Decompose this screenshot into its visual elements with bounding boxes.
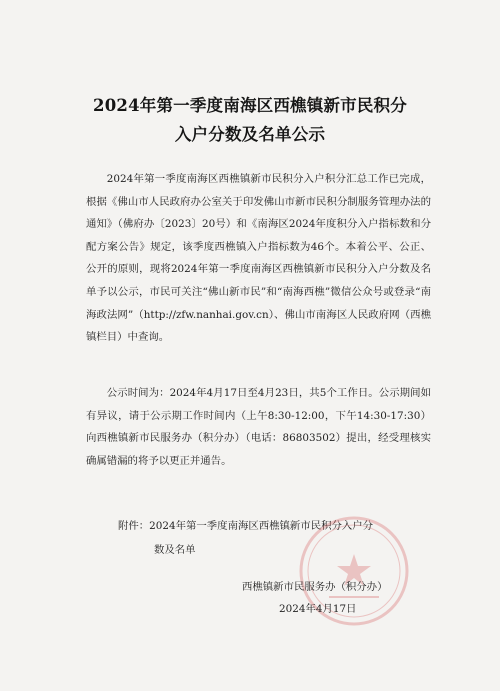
attachment-line-2: 数及名单	[154, 544, 196, 556]
attachment-line-1: 附件：2024年第一季度南海区西樵镇新市民积分入户分	[118, 520, 374, 532]
signing-date: 2024年4月17日	[279, 603, 357, 615]
document-title-line-1: 2024年第一季度南海区西樵镇新市民积分	[93, 96, 407, 115]
signing-organization: 西樵镇新市民服务办（积分办）	[242, 581, 388, 593]
body-paragraph-2: 公示时间为：2024年4月17日至4月23日，共5个工作日。公示期间如有异议，请于公示期工作时间内（上午8:30-12:00，下午14:30-17:30）向西樵镇新市民服务办（积分办）（电话：86803502）提出，经受理核实确属错漏的将予以更正并通告。	[86, 387, 431, 467]
body-paragraph-1: 2024年第一季度南海区西樵镇新市民积分入户积分汇总工作已完成，根据《佛山市人民政府办公室关于印发佛山市新市民积分制服务管理办法的通知》（佛府办〔2023〕20号）和《南海区2024年度积分入户指标数和分配方案公告》规定，该季度西樵镇入户指标数为46个。本着公平、公正、公开的原则，现将2024年第一季度南海区西樵镇新市民积分入户分数及名单予以公示，市民可关注“佛山新市民”和“南海西樵”微信公众号或登录“南海政法网”（http://zfw.nanhai.gov.cn）、佛山市南海区人民政府网（西樵镇栏目）中查询。	[86, 173, 431, 344]
document-title-line-2: 入户分数及名单公示	[174, 125, 326, 144]
